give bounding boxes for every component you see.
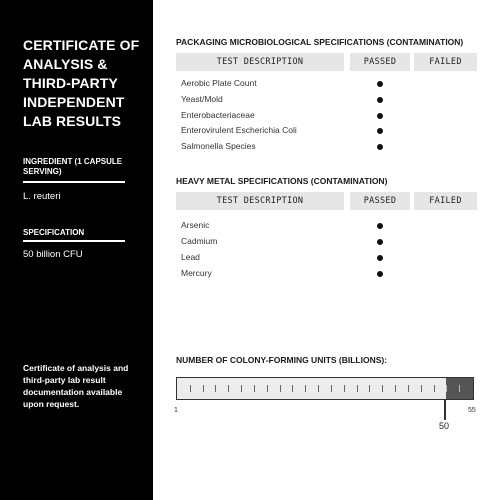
ingredient-divider [23, 181, 125, 183]
cfu-scale-tick [318, 385, 319, 392]
cfu-scale-tick [408, 385, 409, 392]
ingredient-label: INGREDIENT (1 CAPSULE SERVING) [23, 157, 123, 176]
micro-row-label: Yeast/Mold [181, 94, 223, 104]
cfu-scale-tick [254, 385, 255, 392]
specification-divider [23, 240, 125, 242]
passed-dot [377, 97, 383, 103]
cfu-scale-tick [395, 385, 396, 392]
cfu-scale-tick [421, 385, 422, 392]
cfu-scale-tick [331, 385, 332, 392]
cfu-scale-tick [228, 385, 229, 392]
metal-row-label: Arsenic [181, 220, 210, 230]
passed-dot [377, 128, 383, 134]
cfu-title: NUMBER OF COLONY-FORMING UNITS (BILLIONS): [176, 355, 388, 365]
cfu-scale-tick [203, 385, 204, 392]
cfu-scale-tick [382, 385, 383, 392]
cfu-scale-tick [344, 385, 345, 392]
passed-dot [377, 255, 383, 261]
cfu-scale-tick [190, 385, 191, 392]
metal-header-test: TEST DESCRIPTION [176, 192, 344, 210]
passed-dot [377, 239, 383, 245]
cfu-scale-tick [305, 385, 306, 392]
cfu-min-label: 1 [174, 407, 178, 414]
micro-row-label: Aerobic Plate Count [181, 78, 257, 88]
cfu-scale-tick [434, 385, 435, 392]
cfu-scale-bar [176, 377, 474, 400]
passed-dot [377, 113, 383, 119]
passed-dot [377, 271, 383, 277]
passed-dot [377, 223, 383, 229]
cfu-scale-tick [280, 385, 281, 392]
micro-header-test: TEST DESCRIPTION [176, 53, 344, 71]
micro-row-label: Enterovirulent Escherichia Coli [181, 125, 297, 135]
micro-header-failed: FAILED [414, 53, 477, 71]
micro-row-label: Salmonella Species [181, 141, 256, 151]
cfu-scale-tick [446, 385, 447, 392]
cfu-scale-tick [241, 385, 242, 392]
metal-row-label: Cadmium [181, 236, 218, 246]
metal-header-failed: FAILED [414, 192, 477, 210]
passed-dot [377, 81, 383, 87]
metal-row-label: Lead [181, 252, 200, 262]
metal-header-passed: PASSED [350, 192, 410, 210]
availability-note: Certificate of analysis and third-party lab result documentation available upon request. [23, 363, 129, 409]
cfu-scale-tick [369, 385, 370, 392]
cfu-scale-tick [215, 385, 216, 392]
specification-value: 50 billion CFU [23, 249, 83, 260]
ingredient-value: L. reuteri [23, 191, 61, 202]
cfu-scale-tick [357, 385, 358, 392]
cfu-scale-tick [267, 385, 268, 392]
sidebar [0, 0, 153, 500]
micro-row-label: Enterobacteriaceae [181, 110, 255, 120]
cfu-max-label: 55 [468, 407, 476, 414]
passed-dot [377, 144, 383, 150]
cfu-scale-tick [292, 385, 293, 392]
metal-section-title: HEAVY METAL SPECIFICATIONS (CONTAMINATION) [176, 176, 388, 186]
sidebar-title: CERTIFICATE OF ANALYSIS & THIRD-PARTY INDEPENDENT LAB RESULTS [23, 37, 140, 129]
cfu-value-marker [444, 399, 446, 420]
micro-section-title: PACKAGING MICROBIOLOGICAL SPECIFICATIONS (CONTAMINATION) [176, 37, 464, 47]
cfu-scale-tick [459, 385, 460, 392]
specification-label: SPECIFICATION [23, 228, 85, 237]
cfu-value-label: 50 [439, 421, 450, 431]
micro-header-passed: PASSED [350, 53, 410, 71]
metal-row-label: Mercury [181, 268, 212, 278]
